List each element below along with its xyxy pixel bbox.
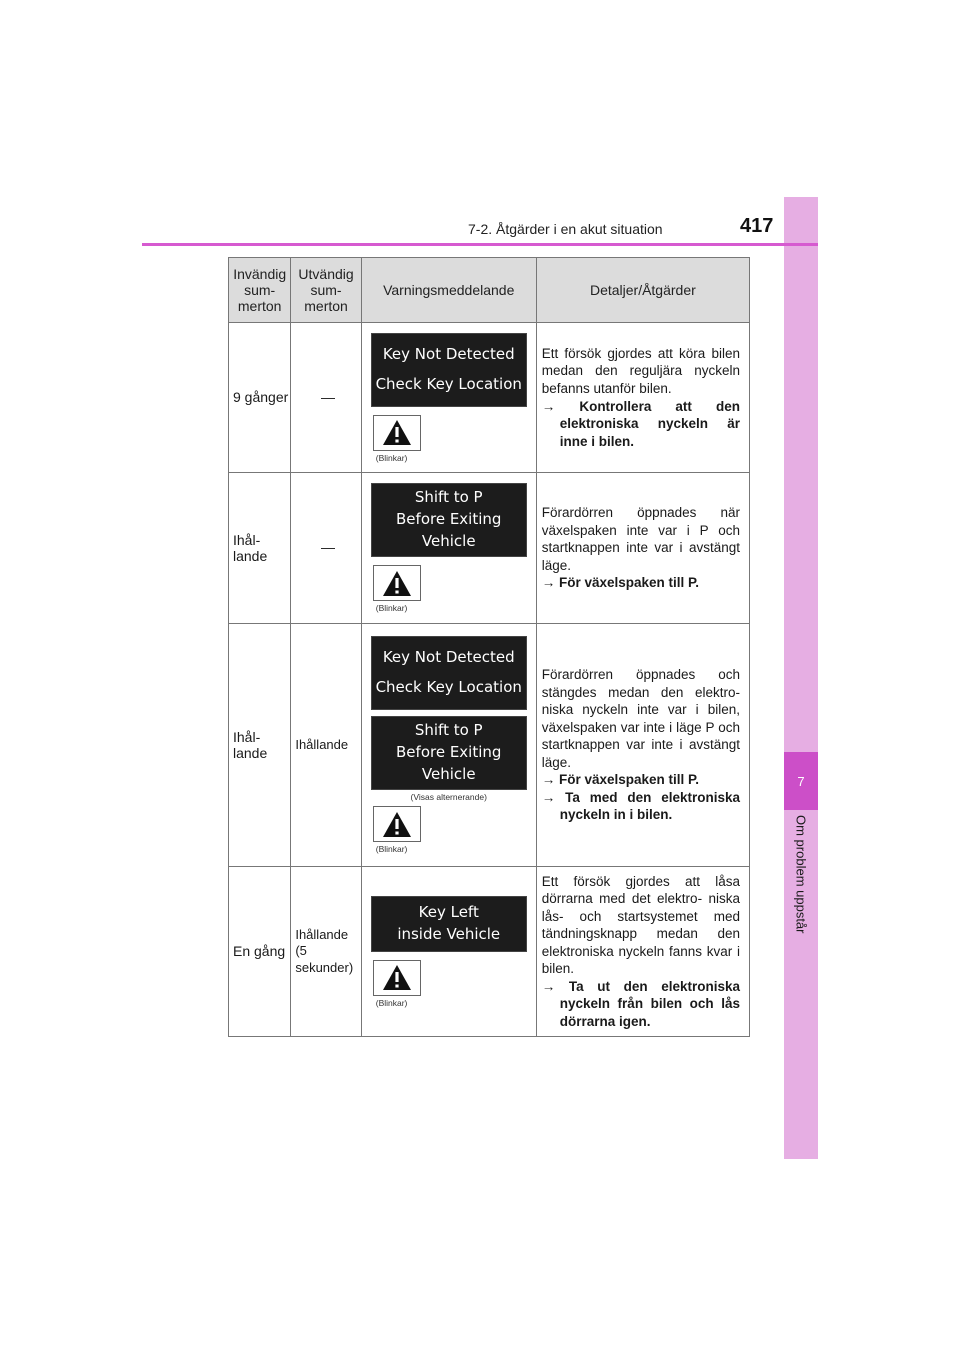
page-number: 417 (740, 215, 774, 237)
table-header-row (229, 258, 750, 323)
display-line: Key Not Detected (382, 648, 515, 667)
details-text: Ett försök gjordes att låsa dörrarna med det elektro- niska lås- och startsystemet med tändningsknapp medan den elektroniska nyckeln fanns kvar i bilen. (541, 873, 740, 977)
outside-buzzer-cell: Ihållande (5 sekunder) (291, 867, 361, 1037)
display-line: Shift to P (414, 721, 483, 740)
warning-triangle-icon (373, 960, 421, 996)
display-key-not-detected (371, 333, 527, 407)
display-key-left-inside (371, 896, 527, 952)
display-line: inside Vehicle (397, 924, 501, 943)
details-cell (536, 473, 749, 624)
inside-buzzer-cell: 9 gånger (229, 323, 291, 473)
details-text: Ett försök gjordes att köra bilen medan den reguljära nyckeln befanns utanför bilen. (541, 345, 740, 396)
warning-message-cell (361, 473, 536, 624)
display-line: Vehicle (421, 531, 476, 550)
warning-message-cell (361, 867, 536, 1037)
details-cell (536, 867, 749, 1037)
header-divider (142, 243, 818, 246)
action-item: → För växelspaken till P. (541, 772, 700, 788)
column-header-warning-message: Varningsmeddelande (361, 258, 536, 323)
inside-buzzer-cell: Ihål- lande (229, 624, 291, 867)
column-header-inside-buzzer: Invändig sum- merton (229, 258, 291, 323)
warning-triangle-icon (373, 806, 421, 842)
chapter-title: Om problem uppstår (793, 815, 809, 934)
details-cell (536, 323, 749, 473)
outside-buzzer-cell: — (291, 323, 361, 473)
warning-message-cell (361, 624, 536, 867)
display-line: Check Key Location (375, 374, 522, 393)
warning-message-cell (361, 323, 536, 473)
display-line: Key Not Detected (382, 344, 515, 363)
details-cell (536, 624, 749, 867)
display-line: Before Exiting (396, 510, 502, 529)
warning-triangle-icon (373, 415, 421, 451)
display-line: Check Key Location (375, 678, 522, 697)
table-row (229, 323, 750, 473)
display-key-not-detected (371, 636, 527, 710)
display-shift-to-p (371, 483, 527, 557)
section-title: 7-2. Åtgärder i en akut situation (468, 221, 663, 237)
warning-table (228, 257, 750, 1037)
alternating-note: (Visas alternerande) (410, 792, 487, 802)
blinking-note: (Blinkar) (375, 452, 408, 463)
action-item: → Kontrollera att den elektroniska nyckeln är inne i bilen. (541, 398, 740, 449)
blinking-note: (Blinkar) (375, 603, 408, 613)
column-header-details: Detaljer/Åtgärder (536, 258, 749, 323)
display-line: Key Left (418, 902, 479, 921)
details-text: Förardörren öppnades och stängdes medan den elektro- niska nyckeln inte var i bilen, växelspaken var inte i läge P och startknappen var inte i avstängt läge. (541, 667, 740, 770)
blinking-note: (Blinkar) (375, 844, 408, 854)
warning-triangle-icon (373, 565, 421, 601)
display-line: Before Exiting (396, 743, 502, 762)
outside-buzzer-cell: — (291, 473, 361, 624)
details-text: Förardörren öppnades när växelspaken inte var i P och startknappen inte var i avstängt läge. (541, 505, 740, 573)
chapter-number: 7 (784, 752, 818, 810)
action-item: → Ta ut den elektroniska nyckeln från bilen och lås dörrarna igen. (541, 978, 740, 1029)
chapter-side-tab (784, 197, 818, 1159)
display-line: Shift to P (414, 488, 483, 507)
inside-buzzer-cell: Ihål- lande (229, 473, 291, 624)
outside-buzzer-cell: Ihållande (291, 624, 361, 867)
action-item: → Ta med den elektroniska nyckeln in i bilen. (541, 789, 740, 823)
display-line: Vehicle (421, 764, 476, 783)
inside-buzzer-cell: En gång (229, 867, 291, 1037)
column-header-outside-buzzer: Utvändig sum- merton (291, 258, 361, 323)
display-shift-to-p (371, 716, 527, 790)
table-row (229, 473, 750, 624)
table-row (229, 624, 750, 867)
blinking-note: (Blinkar) (375, 997, 408, 1008)
action-item: → För växelspaken till P. (541, 575, 700, 591)
table-row (229, 867, 750, 1037)
